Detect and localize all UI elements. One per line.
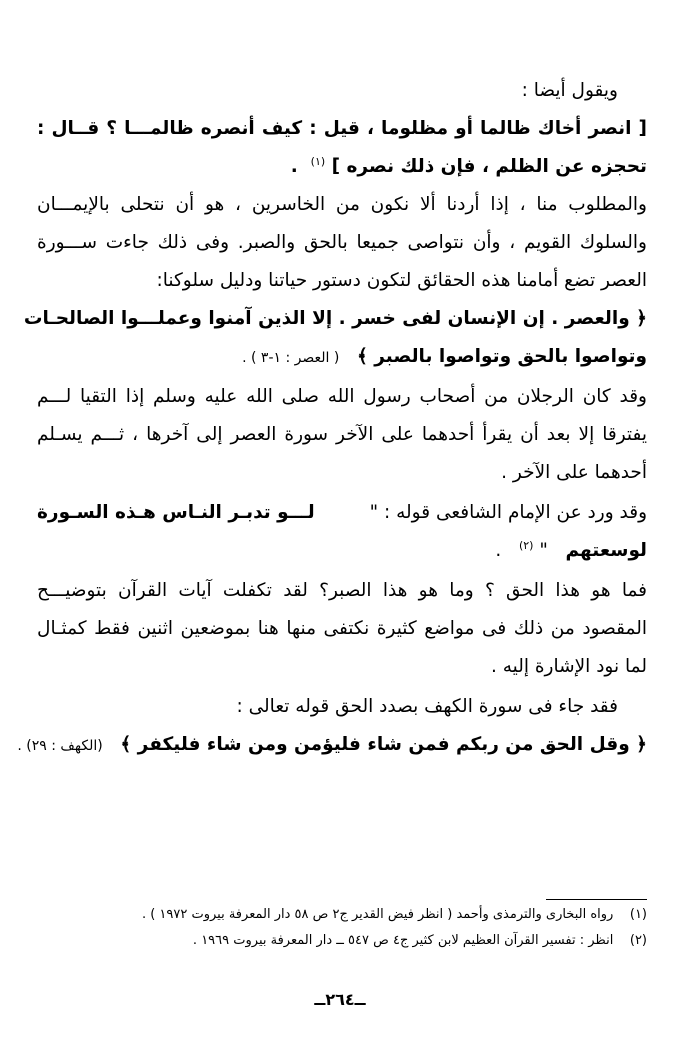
period: . [495, 540, 502, 561]
para-2-line-1: وقد كان الرجلان من أصحاب رسول الله صلى الله عليه وسلم إذا التقيا لـــم [37, 386, 647, 407]
quran-kahf-citation: (الكهف : ٢٩) . [17, 738, 103, 754]
text-line-15 [37, 610, 647, 648]
quran-asr-line-2: وتواصوا بالحق وتواصوا بالصبر ﴾ [357, 346, 647, 367]
text-intro: ويقول أيضا : [521, 80, 618, 101]
para-1-line-3: العصر تضع أمامنا هذه الحقائق لتكون دستور حياتنا ودليل سلوكنا: [156, 270, 647, 291]
footnote-ref-1: (١) [310, 154, 326, 168]
quran-kahf-verse: ﴿ وقل الحق من ربكم فمن شاء فليؤمن ومن شاء فليكفر ﴾ [120, 734, 647, 755]
shafii-quote-part-2: لوسعتهم [565, 540, 647, 561]
text-line-14 [37, 572, 647, 610]
text-line-8 [242, 338, 647, 376]
footnote-2 [193, 929, 647, 953]
text-line-4 [37, 186, 647, 224]
shafii-quote-part-1: لـــو تدبـر النـاس هـذه السـورة [37, 502, 315, 523]
text-line-13 [495, 532, 647, 570]
text-line-11 [501, 454, 647, 492]
para-2-line-3: أحدهما على الآخر . [501, 462, 647, 483]
footnote-1-number: (١) [629, 907, 647, 922]
para-4-line-2: المقصود من ذلك فى مواضع كثيرة نكتفى منها هنا بموضعين اثنين فقط كمثـال [37, 618, 647, 639]
text-line-17 [237, 688, 618, 726]
text-line-12 [37, 494, 647, 532]
para-5-intro: فقد جاء فى سورة الكهف بصدد الحق قوله تعالى : [236, 696, 618, 717]
quote-mark: " [539, 540, 548, 561]
text-line-9 [37, 378, 647, 416]
para-4-line-3: لما نود الإشارة إليه . [490, 656, 647, 677]
page-number: ــ٢٦٤ــ [314, 990, 366, 1009]
footnote-1 [142, 903, 647, 927]
text-line-16 [491, 648, 647, 686]
para-1-line-2: والسلوك القويم ، وأن نتواصى جميعا بالحق والصبر. وفى ذلك جاءت ســـورة [37, 232, 647, 253]
text-line-1 [522, 72, 618, 110]
text-line-3: تحجزه عن الظلم ، فإن ذلك نصره ] $^{(١)}$ . [290, 154, 647, 177]
hadith-line-1: [ انصر أخاك ظالما أو مظلوما ، قيل : كيف أنصره ظالمـــا ؟ قــال : [37, 118, 647, 139]
quran-asr-citation: ( العصر : ١-٣ ) . [242, 350, 340, 366]
para-1-line-1: والمطلوب منا ، إذا أردنا ألا نكون من الخاسرين ، هو أن نتحلى بالإيمـــان [37, 194, 647, 215]
para-3-intro: وقد ورد عن الإمام الشافعى قوله : " [369, 502, 647, 523]
footnote-2-text: انظر : تفسير القرآن العظيم لابن كثير ج٤ ص ٥٤٧ ــ دار المعرفة بيروت ١٩٦٩ . [192, 933, 614, 948]
text-line-10 [37, 416, 647, 454]
text-line-6 [157, 262, 647, 300]
hadith-line-2: تحجزه عن الظلم ، فإن ذلك نصره ] [331, 156, 647, 177]
text-line-18 [17, 726, 647, 764]
footnote-ref-2: (٢) [518, 538, 534, 552]
text-line-7 [23, 300, 647, 338]
footnote-separator [546, 899, 647, 900]
quran-asr-line-1: ﴿ والعصر . إن الإنسان لفى خسر . إلا الذين آمنوا وعملـــوا الصالحـات [23, 308, 647, 329]
para-2-line-2: يفترقا إلا بعد أن يقرأ أحدهما على الآخر سورة العصر إلى آخرها ، ثـــم يسـلم [37, 424, 647, 445]
text-line-5 [37, 224, 647, 262]
text-line-2 [37, 110, 647, 148]
footnote-1-text: رواه البخارى والترمذى وأحمد ( انظر فيض القدير ج٢ ص ٥٨ دار المعرفة بيروت ١٩٧٢ ) . [141, 907, 614, 922]
footnote-2-number: (٢) [629, 933, 647, 948]
para-4-line-1: فما هو هذا الحق ؟ وما هو هذا الصبر؟ لقد تكفلت آيات القرآن بتوضيـــح [37, 580, 647, 601]
